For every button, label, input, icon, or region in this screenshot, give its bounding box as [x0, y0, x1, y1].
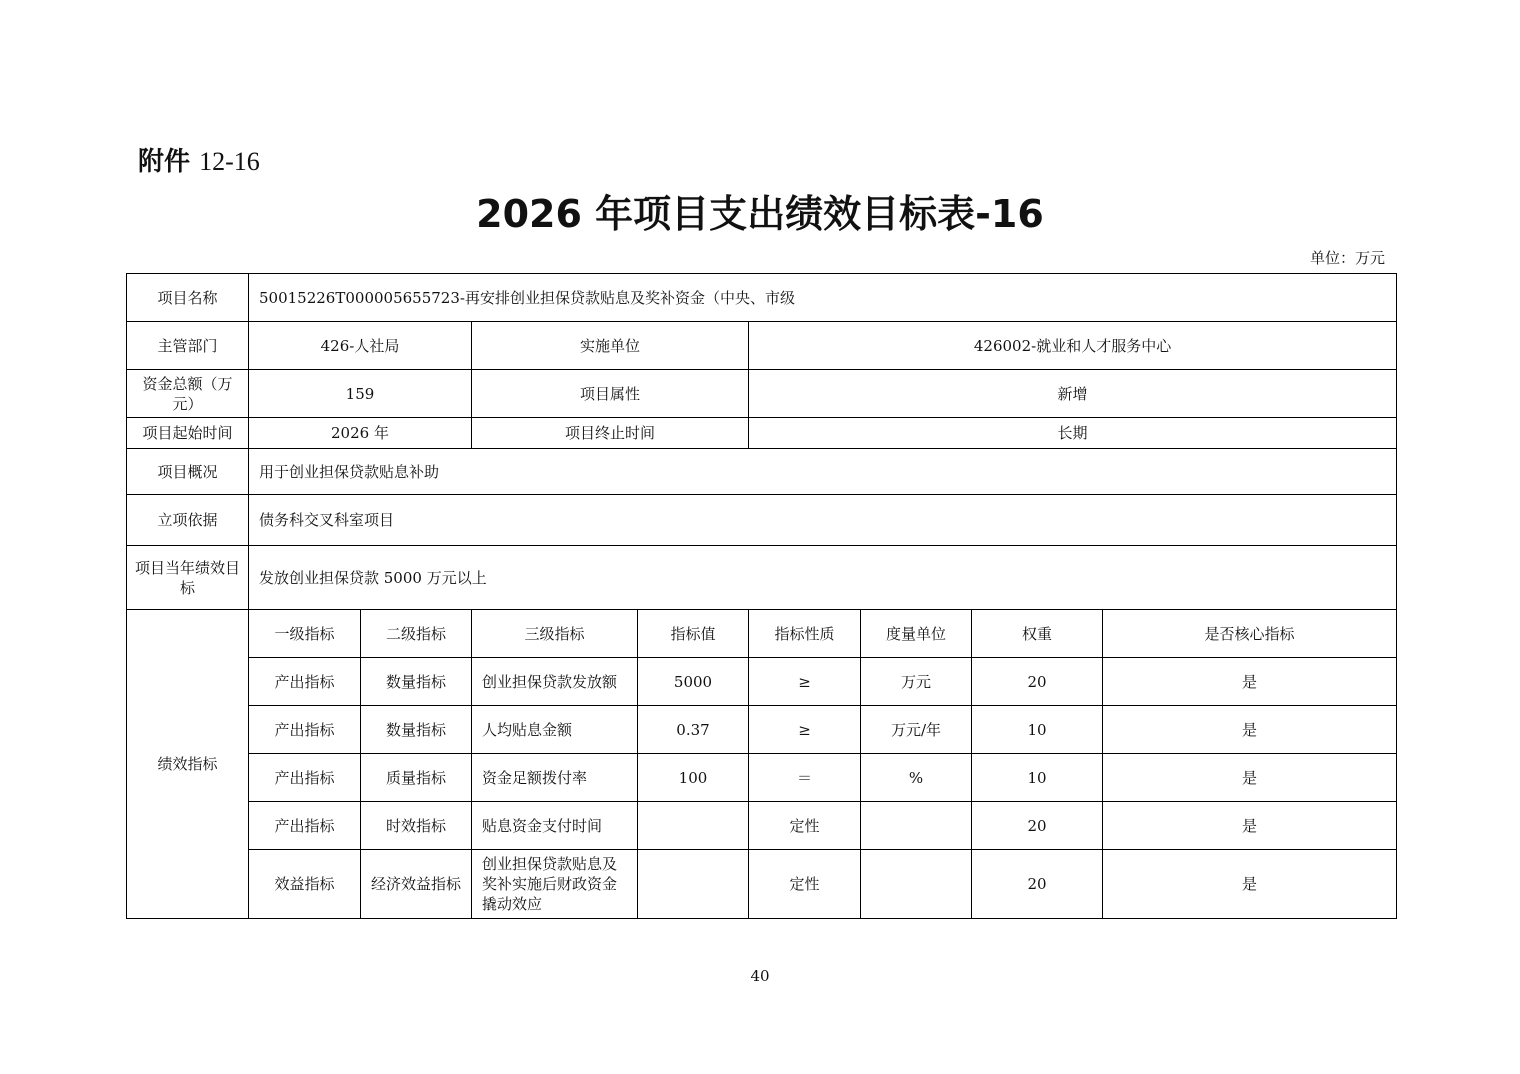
indicator-level2: 数量指标: [361, 658, 472, 706]
goal-label: 项目当年绩效目标: [127, 546, 249, 610]
indicator-level1: 效益指标: [249, 850, 361, 919]
indicator-nature: ≥: [749, 706, 861, 754]
indicator-value: 100: [638, 754, 749, 802]
indicator-row: [127, 754, 1397, 802]
indicator-level3: 资金足额拨付率: [472, 754, 638, 802]
indicator-value: 0.37: [638, 706, 749, 754]
indicator-unit: %: [861, 754, 972, 802]
indicator-row: [127, 658, 1397, 706]
table-row: [127, 274, 1397, 322]
header-value: 指标值: [638, 610, 749, 658]
table-row: [127, 418, 1397, 449]
indicator-level1: 产出指标: [249, 802, 361, 850]
indicator-value: [638, 802, 749, 850]
indicator-nature: ≥: [749, 658, 861, 706]
attachment-number: 12-16: [199, 147, 260, 176]
header-level3: 三级指标: [472, 610, 638, 658]
indicator-level3: 人均贴息金额: [472, 706, 638, 754]
indicator-value: 5000: [638, 658, 749, 706]
goal-value: 发放创业担保贷款 5000 万元以上: [249, 546, 1397, 610]
indicator-level2: 数量指标: [361, 706, 472, 754]
indicator-level3: 创业担保贷款贴息及奖补实施后财政资金撬动效应: [472, 850, 638, 919]
header-core: 是否核心指标: [1103, 610, 1397, 658]
indicator-core: 是: [1103, 850, 1397, 919]
indicator-level1: 产出指标: [249, 658, 361, 706]
indicator-unit: [861, 802, 972, 850]
indicator-level3: 贴息资金支付时间: [472, 802, 638, 850]
start-label: 项目起始时间: [127, 418, 249, 449]
indicator-unit: [861, 850, 972, 919]
page-number: 40: [750, 967, 770, 985]
indicator-row: [127, 802, 1397, 850]
indicator-level2: 时效指标: [361, 802, 472, 850]
project-name-label: 项目名称: [127, 274, 249, 322]
basis-label: 立项依据: [127, 495, 249, 546]
indicator-row: [127, 706, 1397, 754]
indicator-weight: 20: [972, 850, 1103, 919]
indicator-weight: 10: [972, 706, 1103, 754]
table-row: [127, 322, 1397, 370]
project-name-value: 50015226T000005655723-再安排创业担保贷款贴息及奖补资金（中央、市级: [249, 274, 1397, 322]
start-value: 2026 年: [249, 418, 472, 449]
indicator-value: [638, 850, 749, 919]
header-level1: 一级指标: [249, 610, 361, 658]
indicator-nature: ＝: [749, 754, 861, 802]
header-nature: 指标性质: [749, 610, 861, 658]
attr-label: 项目属性: [472, 370, 749, 418]
indicator-core: 是: [1103, 658, 1397, 706]
indicator-weight: 10: [972, 754, 1103, 802]
indicator-weight: 20: [972, 802, 1103, 850]
indicator-core: 是: [1103, 754, 1397, 802]
overview-label: 项目概况: [127, 449, 249, 495]
indicator-nature: 定性: [749, 850, 861, 919]
end-label: 项目终止时间: [472, 418, 749, 449]
header-level2: 二级指标: [361, 610, 472, 658]
indicator-level2: 经济效益指标: [361, 850, 472, 919]
dept-value: 426-人社局: [249, 322, 472, 370]
header-unit: 度量单位: [861, 610, 972, 658]
table-row: [127, 370, 1397, 418]
performance-goal-table: [126, 273, 1397, 919]
impl-value: 426002-就业和人才服务中心: [749, 322, 1397, 370]
impl-label: 实施单位: [472, 322, 749, 370]
attr-value: 新增: [749, 370, 1397, 418]
indicator-level3: 创业担保贷款发放额: [472, 658, 638, 706]
indicator-core: 是: [1103, 706, 1397, 754]
indicator-weight: 20: [972, 658, 1103, 706]
table-row: [127, 449, 1397, 495]
funds-value: 159: [249, 370, 472, 418]
indicator-row: [127, 850, 1397, 919]
indicator-level2: 质量指标: [361, 754, 472, 802]
indicator-header-row: [127, 610, 1397, 658]
funds-label: 资金总额（万元）: [127, 370, 249, 418]
unit-label: 单位：万元: [1309, 249, 1385, 267]
header-weight: 权重: [972, 610, 1103, 658]
indicator-nature: 定性: [749, 802, 861, 850]
indicators-section-label: 绩效指标: [127, 610, 249, 919]
basis-value: 债务科交叉科室项目: [249, 495, 1397, 546]
attachment-text: 附件: [138, 147, 191, 177]
indicator-unit: 万元/年: [861, 706, 972, 754]
indicator-level1: 产出指标: [249, 706, 361, 754]
dept-label: 主管部门: [127, 322, 249, 370]
attachment-label: [138, 145, 260, 179]
table-row: [127, 495, 1397, 546]
indicator-unit: 万元: [861, 658, 972, 706]
indicator-core: 是: [1103, 802, 1397, 850]
table-row: [127, 546, 1397, 610]
overview-value: 用于创业担保贷款贴息补助: [249, 449, 1397, 495]
page-title: 2026 年项目支出绩效目标表-16: [476, 192, 1044, 236]
indicator-level1: 产出指标: [249, 754, 361, 802]
end-value: 长期: [749, 418, 1397, 449]
